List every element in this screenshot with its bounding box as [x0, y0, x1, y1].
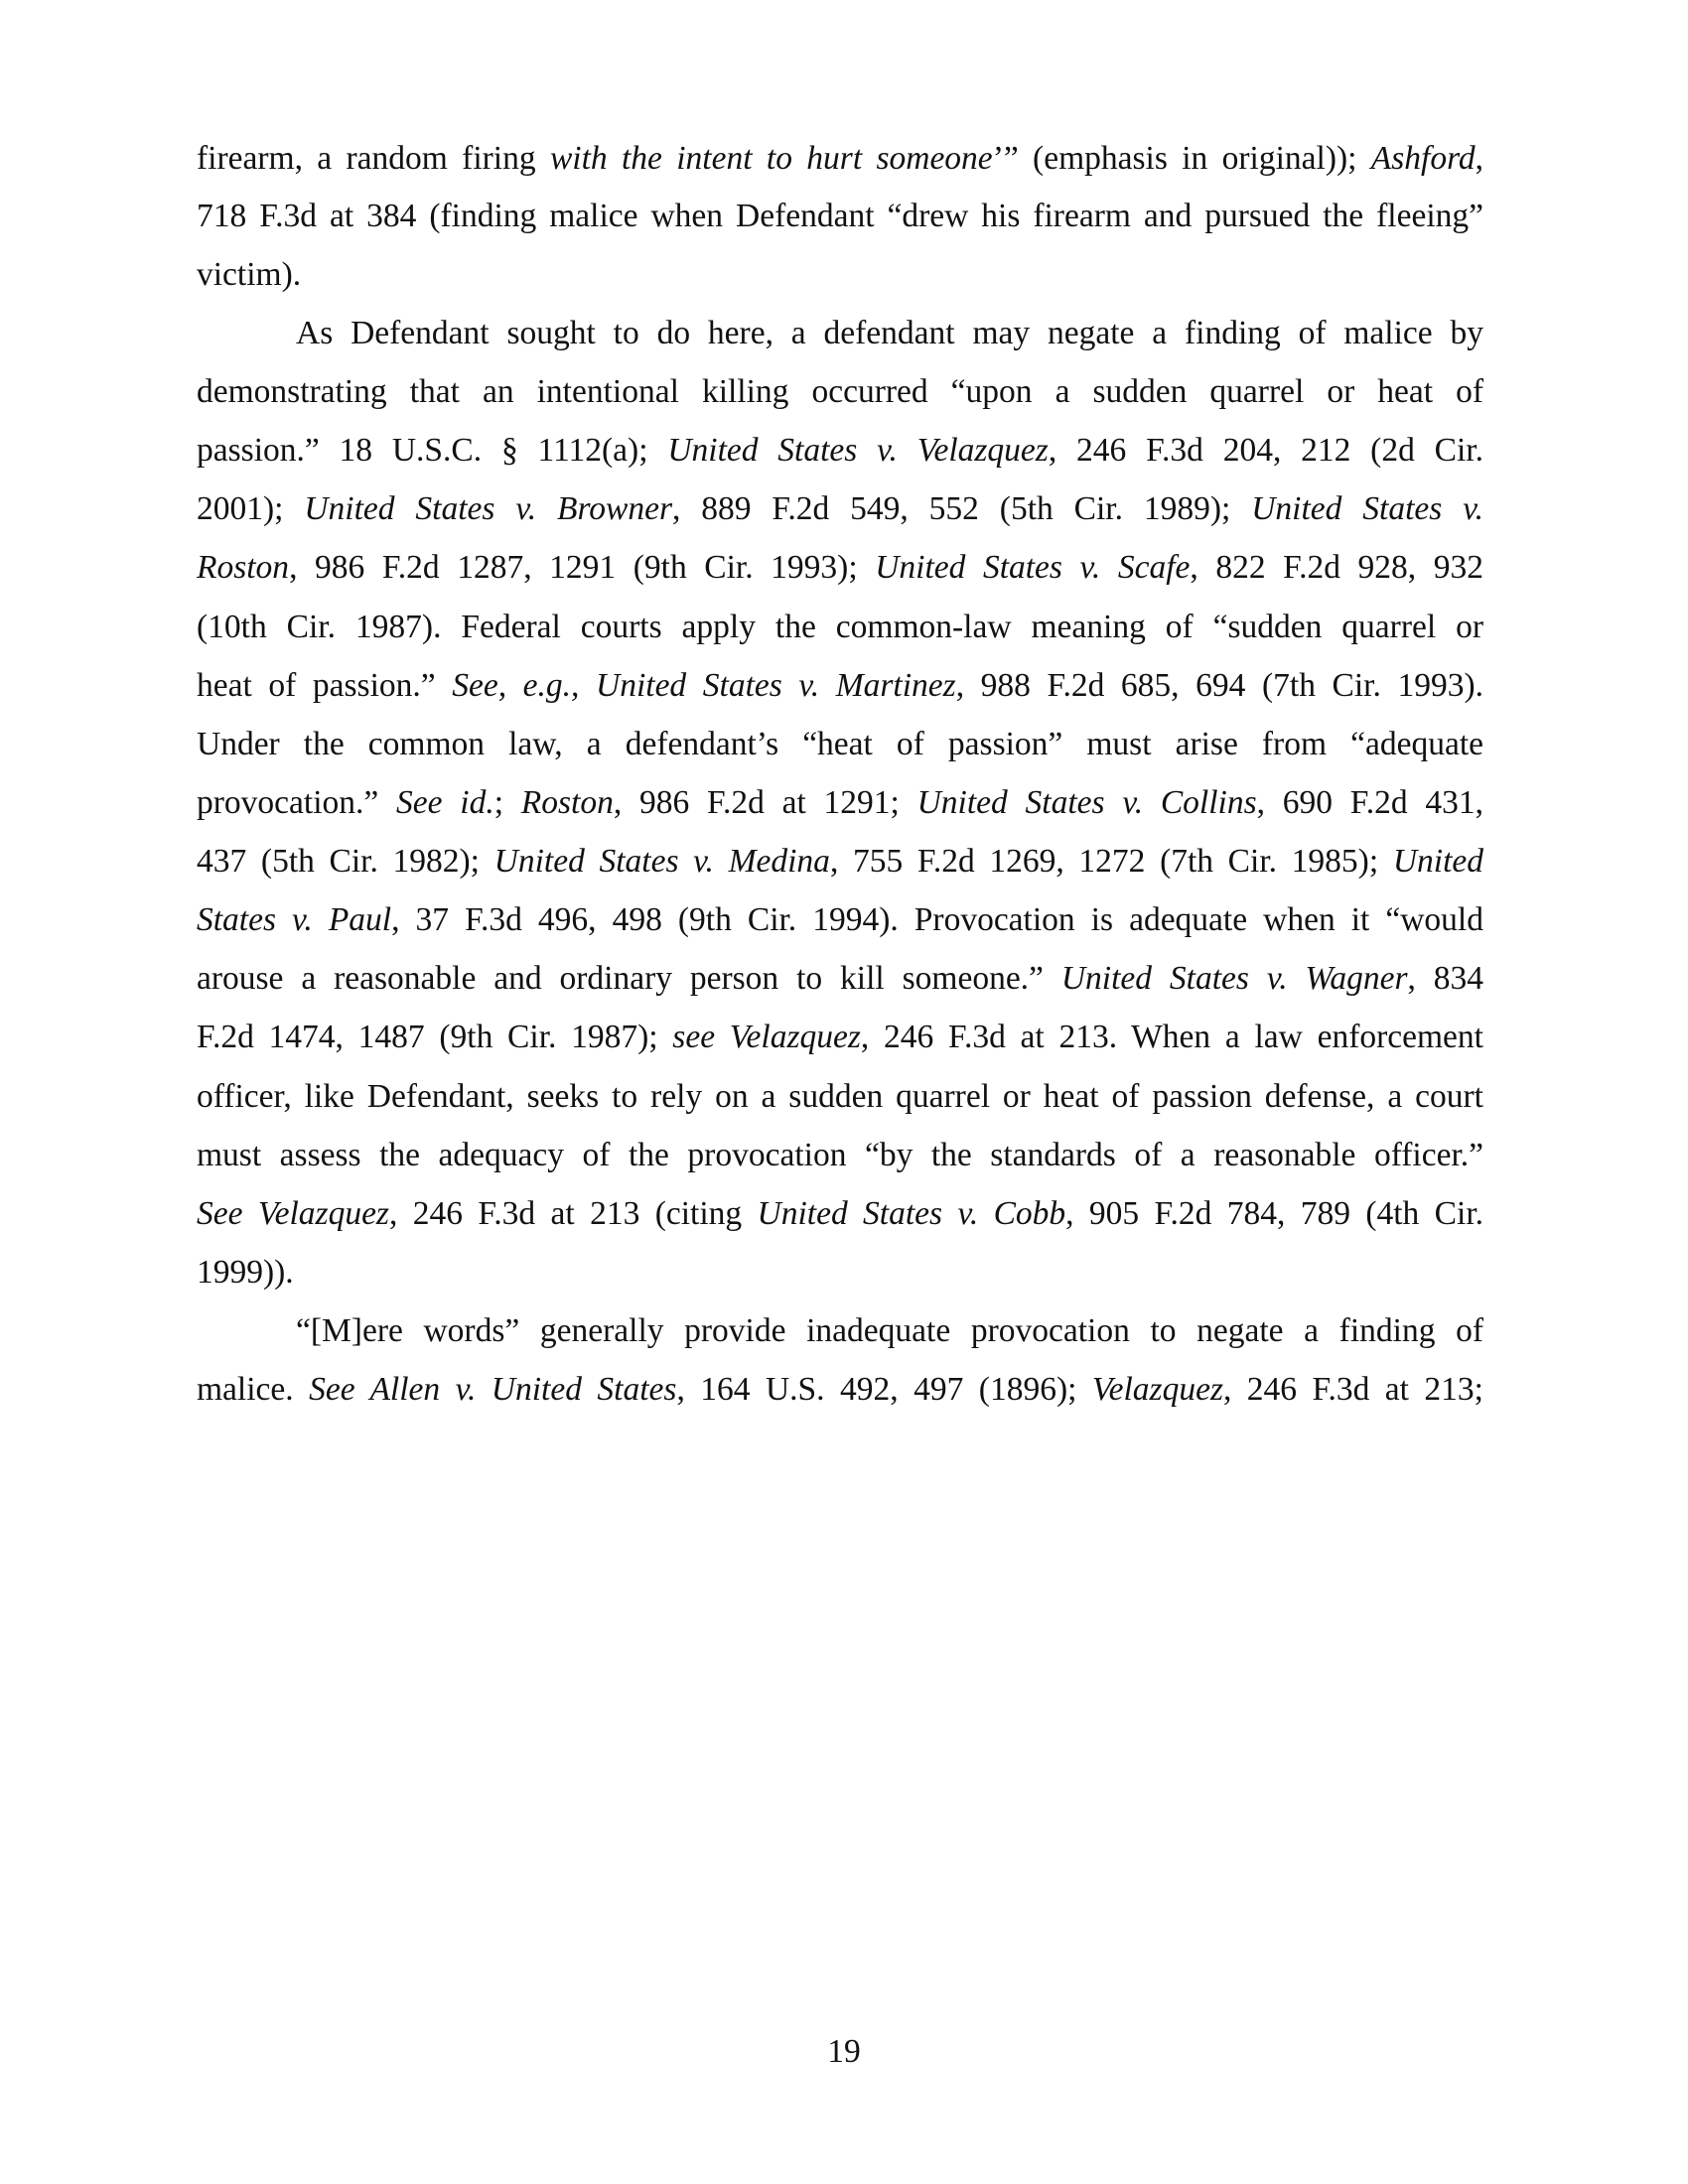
text-line-19 [197, 1194, 1483, 1234]
case-name: United States v. Cobb [757, 1195, 1066, 1232]
text-run: , 246 F.3d at 213. When a law enforcement [860, 1019, 1483, 1055]
italic-run: with the intent to hurt someone [549, 140, 993, 177]
text-run: As Defendant sought to do here, a defendant may negate a finding of malice by [296, 315, 1483, 351]
case-name: See id. [396, 784, 494, 821]
case-name: Roston [520, 784, 614, 821]
text-run: ’” (emphasis in original)); [992, 140, 1371, 177]
case-name: See, e.g., United States v. Martinez [452, 667, 956, 704]
text-run: , 246 F.3d at 213 (citing [388, 1195, 758, 1232]
text-run: provocation.” [197, 784, 397, 821]
text-run: (10th Cir. 1987). Federal courts apply the common-law meaning of “sudden quarrel or [197, 609, 1483, 645]
text-line-6 [197, 431, 1483, 471]
text-run: passion.” 18 U.S.C. § 1112(a); [197, 432, 668, 469]
text-line-7 [197, 489, 1483, 529]
case-name: See Allen v. United States [309, 1371, 677, 1408]
text-line-1 [197, 139, 1483, 179]
text-run: malice. [197, 1371, 310, 1408]
text-line-20 [197, 1253, 1483, 1293]
text-run: , 986 F.2d 1287, 1291 (9th Cir. 1993); [289, 549, 876, 586]
text-line-9 [197, 608, 1483, 647]
text-run: officer, like Defendant, seeks to rely on a sudden quarrel or heat of passion defense, a court [197, 1078, 1483, 1115]
case-name: United [1392, 843, 1483, 880]
text-run: , 889 F.2d 549, 552 (5th Cir. 1989); [672, 490, 1252, 527]
text-line-21 [296, 1311, 1483, 1351]
text-line-12 [197, 783, 1483, 823]
text-run: Under the common law, a defendant’s “heat of passion” must arise from “adequate [197, 726, 1483, 762]
text-run: 2001); [197, 490, 305, 527]
text-run: , 246 F.3d 204, 212 (2d Cir. [1048, 432, 1483, 469]
text-line-13 [197, 842, 1483, 882]
text-run: , 755 F.2d 1269, 1272 (7th Cir. 1985); [829, 843, 1393, 880]
text-line-3 [197, 255, 1483, 295]
text-line-2 [197, 197, 1483, 236]
text-run: heat of passion.” [197, 667, 453, 704]
case-name: Roston [197, 549, 290, 586]
case-name: see Velazquez [672, 1019, 861, 1055]
text-run: firearm, a random firing [197, 140, 550, 177]
text-run: , 164 U.S. 492, 497 (1896); [676, 1371, 1092, 1408]
text-run: 1999)). [197, 1254, 294, 1291]
case-name: States v. Paul [197, 901, 392, 938]
case-name: United States v. [1251, 490, 1483, 527]
text-line-5 [197, 372, 1483, 412]
text-line-15 [197, 959, 1483, 999]
text-run: victim). [197, 256, 302, 293]
case-name: United States v. Velazquez [667, 432, 1049, 469]
text-line-22 [197, 1370, 1483, 1410]
case-name: United States v. Wagner [1060, 960, 1408, 997]
text-run: , 37 F.3d 496, 498 (9th Cir. 1994). Provocation is adequate when it “would [391, 901, 1483, 938]
text-line-4 [296, 314, 1483, 353]
text-run: , 822 F.2d 928, 932 [1190, 549, 1484, 586]
text-run: 437 (5th Cir. 1982); [197, 843, 494, 880]
text-run: arouse a reasonable and ordinary person to kill someone.” [197, 960, 1061, 997]
case-name: See Velazquez [197, 1195, 389, 1232]
text-line-18 [197, 1136, 1483, 1175]
text-run: , 988 F.2d 685, 694 (7th Cir. 1993). [955, 667, 1483, 704]
text-run: demonstrating that an intentional killing occurred “upon a sudden quarrel or heat of [197, 373, 1483, 410]
case-name: United States v. Collins [916, 784, 1257, 821]
case-name: Ashford [1370, 140, 1476, 177]
case-name: Velazquez [1091, 1371, 1223, 1408]
case-name: United States v. Browner [304, 490, 672, 527]
text-line-8 [197, 548, 1483, 588]
text-run: 718 F.3d at 384 (finding malice when Defendant “drew his firearm and pursued the fleeing” [197, 198, 1483, 234]
text-run: F.2d 1474, 1487 (9th Cir. 1987); [197, 1019, 673, 1055]
case-name: United States v. Medina [493, 843, 830, 880]
text-run: , 246 F.3d at 213; [1222, 1371, 1483, 1408]
text-run: “[M]ere words” generally provide inadequate provocation to negate a finding of [296, 1312, 1483, 1349]
case-name: United States v. Scafe [875, 549, 1191, 586]
text-run: , 834 [1407, 960, 1484, 997]
text-run: , 905 F.2d 784, 789 (4th Cir. [1065, 1195, 1483, 1232]
text-run: , 690 F.2d 431, [1256, 784, 1483, 821]
text-line-17 [197, 1077, 1483, 1117]
text-line-16 [197, 1018, 1483, 1057]
text-line-14 [197, 900, 1483, 940]
text-run: , 986 F.2d at 1291; [613, 784, 917, 821]
text-run: ; [493, 784, 521, 821]
text-run: , [1475, 140, 1484, 177]
text-line-10 [197, 666, 1483, 706]
text-line-11 [197, 725, 1483, 764]
text-run: must assess the adequacy of the provocation “by the standards of a reasonable officer.” [197, 1137, 1483, 1173]
page-number: 19 [827, 2033, 861, 2070]
